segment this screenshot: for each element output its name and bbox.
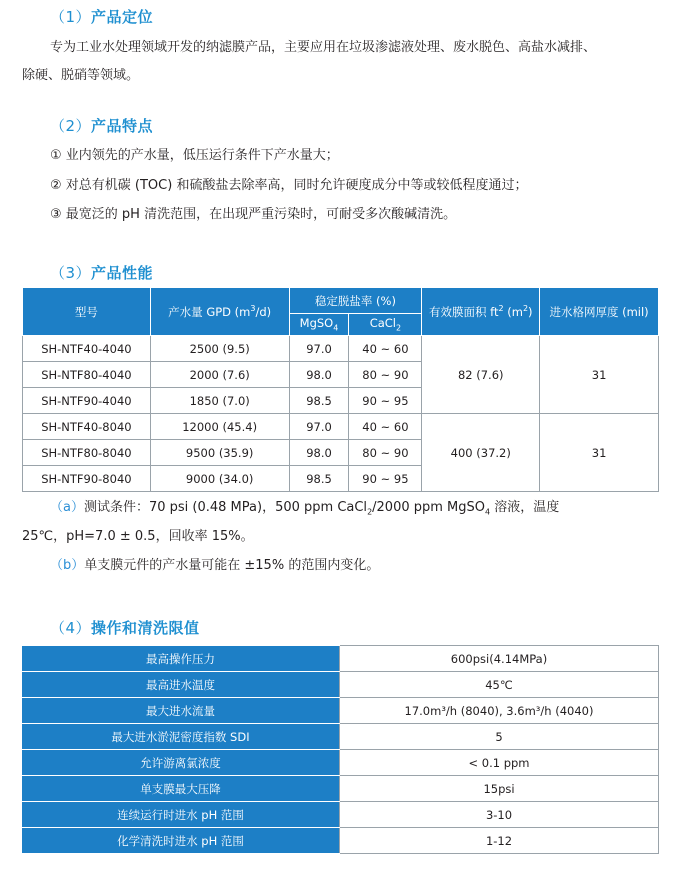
feature-point: ③ 最宽泛的 pH 清洗范围，在出现严重污染时，可耐受多次酸碱清洗。 (50, 207, 457, 222)
limit-label: 最大进水流量 (22, 698, 340, 724)
table-row (22, 828, 659, 854)
header-model: 型号 (23, 288, 151, 336)
header-mgso4: MgSO$_4$ (289, 314, 349, 336)
limit-label: 单支膜最大压降 (22, 776, 340, 802)
flow-variation-note: （b）单支膜元件的产水量可能在 ±15% 的范围内变化。 (50, 558, 380, 573)
section-4-heading (50, 617, 200, 638)
cell-cacl2: 90 ~ 95 (349, 466, 422, 492)
cell-flow: 9000 (34.0) (150, 466, 289, 492)
limit-label: 最高进水温度 (22, 672, 340, 698)
limit-label: 允许游离氯浓度 (22, 750, 340, 776)
cell-model: SH-NTF40-8040 (23, 414, 151, 440)
cell-area-group-2: 400 (37.2) (422, 414, 540, 492)
cell-cacl2: 40 ~ 60 (349, 414, 422, 440)
limit-value: 5 (340, 724, 659, 750)
cell-model: SH-NTF40-4040 (23, 336, 151, 362)
section-3-heading (50, 262, 153, 283)
cell-model: SH-NTF80-4040 (23, 362, 151, 388)
cell-model: SH-NTF90-8040 (23, 466, 151, 492)
limit-value: 3-10 (340, 802, 659, 828)
cell-spacer-group-1: 31 (540, 336, 659, 414)
limit-value: 1-12 (340, 828, 659, 854)
table-row (23, 414, 659, 440)
cell-flow: 12000 (45.4) (150, 414, 289, 440)
table-row (22, 776, 659, 802)
cell-cacl2: 80 ~ 90 (349, 362, 422, 388)
cell-mgso4: 97.0 (289, 414, 349, 440)
section-3-number: （3） (50, 264, 92, 282)
header-spacer: 进水格网厚度 (mil) (540, 288, 659, 336)
cell-area-group-1: 82 (7.6) (422, 336, 540, 414)
cell-flow: 9500 (35.9) (150, 440, 289, 466)
section-1-number: （1） (50, 8, 92, 26)
table-row (22, 802, 659, 828)
section-2-title: 产品特点 (91, 117, 154, 135)
section-4-title: 操作和清洗限值 (91, 619, 200, 637)
cell-flow: 2500 (9.5) (150, 336, 289, 362)
cell-mgso4: 98.5 (289, 388, 349, 414)
performance-table (22, 287, 659, 492)
note-a-tag: （a） (50, 500, 84, 515)
test-conditions-note-line-2: 25℃，pH=7.0 ± 0.5，回收率 15%。 (22, 529, 254, 544)
table-row (22, 672, 659, 698)
header-rejection: 稳定脱盐率 (%) (289, 288, 422, 314)
feature-point: ① 业内领先的产水量，低压运行条件下产水量大； (50, 148, 339, 163)
table-row (23, 336, 659, 362)
section-1-text-line-1: 专为工业水处理领域开发的纳滤膜产品，主要应用在垃圾渗滤液处理、废水脱色、高盐水减排、 (50, 40, 597, 55)
limit-value: 15psi (340, 776, 659, 802)
section-1-heading (50, 6, 153, 27)
cell-mgso4: 98.5 (289, 466, 349, 492)
limit-label: 最大进水淤泥密度指数 SDI (22, 724, 340, 750)
table-row (22, 724, 659, 750)
limit-value: 45℃ (340, 672, 659, 698)
section-4-number: （4） (50, 619, 92, 637)
header-area: 有效膜面积 $ft^2$ $(m^2)$ (422, 288, 540, 336)
table-row (22, 698, 659, 724)
limit-value: 17.0m³/h (8040), 3.6m³/h (4040) (340, 698, 659, 724)
cell-mgso4: 98.0 (289, 440, 349, 466)
header-cacl2: CaCl$_2$ (349, 314, 422, 336)
cell-flow: 2000 (7.6) (150, 362, 289, 388)
header-flow: 产水量 GPD $(m^3/d)$ (150, 288, 289, 336)
table-row (22, 646, 659, 672)
section-3-title: 产品性能 (91, 264, 154, 282)
cell-model: SH-NTF90-4040 (23, 388, 151, 414)
table-row (22, 750, 659, 776)
limit-value: 600psi(4.14MPa) (340, 646, 659, 672)
cell-model: SH-NTF80-8040 (23, 440, 151, 466)
section-2-number: （2） (50, 117, 92, 135)
limit-label: 化学清洗时进水 pH 范围 (22, 828, 340, 854)
cell-spacer-group-2: 31 (540, 414, 659, 492)
section-1-text-line-2: 除硬、脱硝等领域。 (22, 68, 140, 83)
operation-limits-table (22, 645, 659, 854)
section-1-title: 产品定位 (91, 8, 154, 26)
cell-flow: 1850 (7.0) (150, 388, 289, 414)
section-2-heading (50, 115, 153, 136)
limit-label: 连续运行时进水 pH 范围 (22, 802, 340, 828)
cell-cacl2: 90 ~ 95 (349, 388, 422, 414)
cell-cacl2: 80 ~ 90 (349, 440, 422, 466)
note-b-tag: （b） (50, 558, 85, 573)
limit-label: 最高操作压力 (22, 646, 340, 672)
feature-point: ② 对总有机碳 (TOC) 和硫酸盐去除率高，同时允许硬度成分中等或较低程度通过； (50, 178, 528, 193)
limit-value: < 0.1 ppm (340, 750, 659, 776)
cell-cacl2: 40 ~ 60 (349, 336, 422, 362)
test-conditions-note: （a）测试条件：70 psi (0.48 MPa)，500 ppm CaCl$_2$/2000 ppm MgSO$_4$ 溶液，温度 (50, 500, 560, 517)
cell-mgso4: 98.0 (289, 362, 349, 388)
cell-mgso4: 97.0 (289, 336, 349, 362)
